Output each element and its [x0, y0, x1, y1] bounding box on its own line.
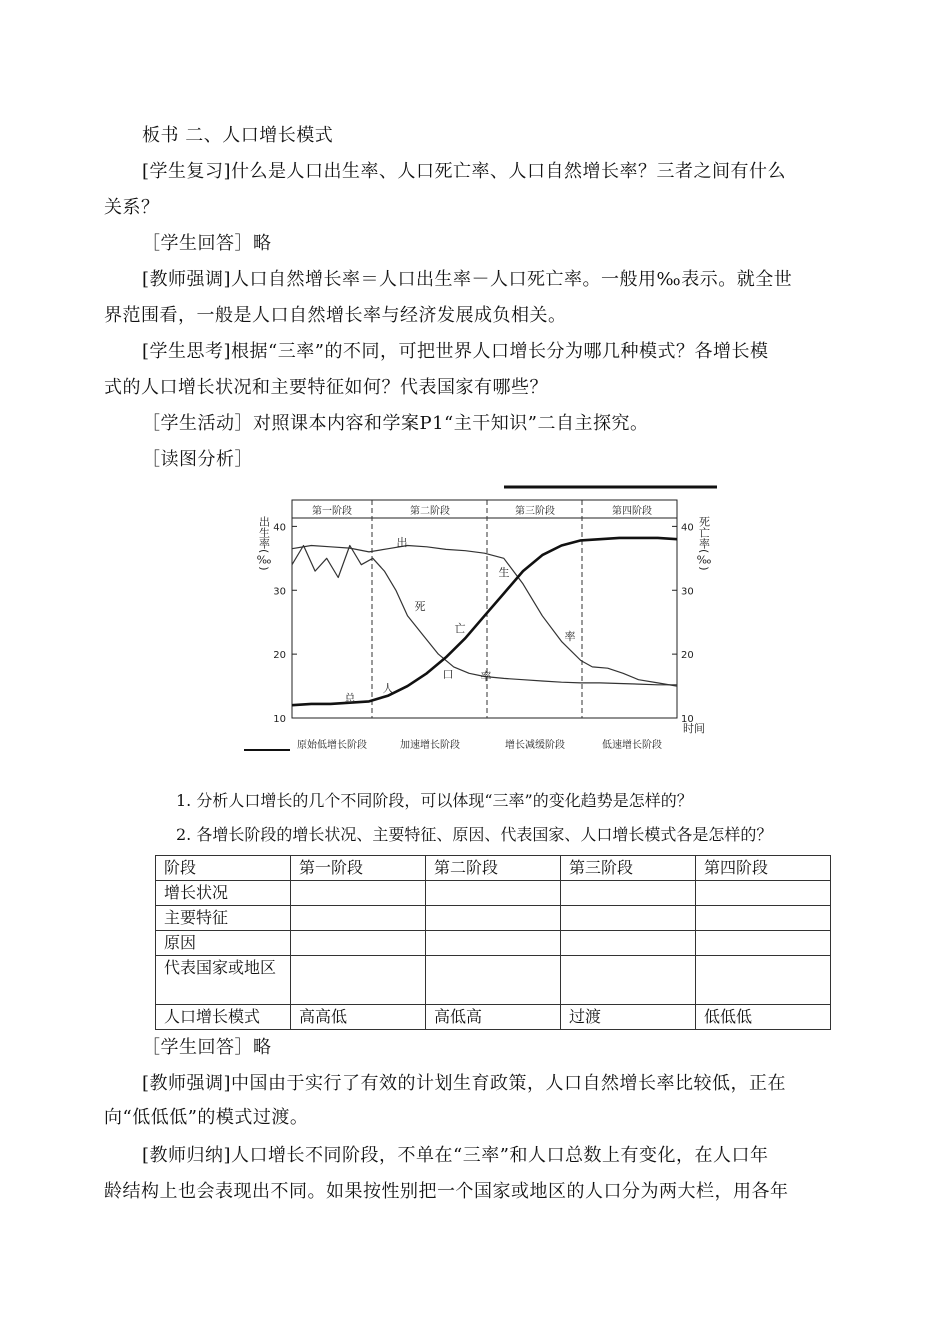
paragraph-line: 式的人口增长状况和主要特征如何？代表国家有哪些？ — [104, 377, 548, 398]
paragraph-line: 向“低低低”的模式过渡。 — [104, 1107, 309, 1128]
y-tick-left: 20 — [273, 650, 286, 662]
stage-label-top: 第三阶段 — [515, 506, 555, 517]
table-cell: 代表国家或地区 — [156, 956, 291, 1005]
y-tick-right: 30 — [681, 586, 694, 598]
table-cell[interactable] — [291, 956, 426, 1005]
paragraph-line: [学生思考]根据“三率”的不同，可把世界人口增长分为哪几种模式？各增长模 — [142, 341, 769, 362]
curve-label-birth: 出 — [396, 536, 408, 549]
table-cell: 主要特征 — [156, 906, 291, 931]
paragraph-line: 关系？ — [104, 197, 160, 218]
y-tick-left: 40 — [273, 522, 286, 534]
population-growth-chart — [242, 480, 722, 758]
table-cell: 阶段 — [156, 856, 291, 881]
table-cell: 第三阶段 — [561, 856, 696, 881]
table-cell[interactable] — [426, 956, 561, 1005]
paragraph-line: 界范围看，一般是人口自然增长率与经济发展成负相关。 — [104, 305, 567, 326]
y-tick-right: 40 — [681, 522, 694, 534]
table-cell[interactable] — [291, 881, 426, 906]
x-axis-title: 时间 — [683, 722, 705, 735]
table-cell[interactable] — [696, 956, 831, 1005]
paragraph-line: [教师强调]人口自然增长率＝人口出生率－人口死亡率。一般用‰表示。就全世 — [142, 269, 793, 290]
table-row — [156, 1005, 831, 1030]
table-cell: 第二阶段 — [426, 856, 561, 881]
stages-table — [155, 855, 831, 1030]
y-tick-left: 30 — [273, 586, 286, 598]
paragraph-line: ［读图分析］ — [142, 449, 253, 470]
table-row — [156, 956, 831, 1005]
table-cell: 第一阶段 — [291, 856, 426, 881]
table-cell[interactable] — [696, 881, 831, 906]
curve-label-birth: 率 — [564, 630, 576, 643]
table-cell: 高低高 — [426, 1005, 561, 1030]
paragraph-line: 龄结构上也会表现出不同。如果按性别把一个国家或地区的人口分为两大栏，用各年 — [104, 1181, 789, 1202]
paragraph-line: [教师强调]中国由于实行了有效的计划生育政策，人口自然增长率比较低，正在 — [142, 1073, 787, 1094]
y-axis-title-right: 死亡率(‰) — [697, 516, 711, 571]
table-row — [156, 881, 831, 906]
stage-label-top: 第二阶段 — [410, 506, 450, 517]
table-cell[interactable] — [426, 906, 561, 931]
question-2: 2. 各增长阶段的增长状况、主要特征、原因、代表国家、人口增长模式各是怎样的？ — [176, 825, 773, 844]
table-cell[interactable] — [561, 956, 696, 1005]
table-cell: 人口增长模式 — [156, 1005, 291, 1030]
y-tick-right: 10 — [681, 714, 694, 725]
stage-label-bottom: 原始低增长阶段 — [297, 740, 367, 751]
paragraph-line: ［学生回答］略 — [142, 1037, 272, 1058]
stage-label-top: 第四阶段 — [612, 506, 652, 517]
table-cell: 增长状况 — [156, 881, 291, 906]
y-tick-left: 10 — [273, 714, 286, 725]
table-cell[interactable] — [426, 881, 561, 906]
table-cell[interactable] — [696, 931, 831, 956]
table-cell: 过渡 — [561, 1005, 696, 1030]
table-cell[interactable] — [696, 906, 831, 931]
curve-label-birth: 生 — [498, 566, 510, 579]
paragraph-line: [学生复习]什么是人口出生率、人口死亡率、人口自然增长率？三者之间有什么 — [142, 161, 787, 182]
stage-label-top: 第一阶段 — [312, 506, 352, 517]
paragraph-line: ［学生回答］略 — [142, 233, 272, 254]
board-heading: 板书 二、人口增长模式 — [142, 125, 334, 146]
table-cell: 低低低 — [696, 1005, 831, 1030]
table-header-row — [156, 856, 831, 881]
table-cell: 高高低 — [291, 1005, 426, 1030]
table-cell: 原因 — [156, 931, 291, 956]
table-row — [156, 906, 831, 931]
table-cell[interactable] — [291, 906, 426, 931]
table-cell[interactable] — [561, 906, 696, 931]
table-cell[interactable] — [426, 931, 561, 956]
table-cell[interactable] — [561, 931, 696, 956]
curve-label-total: 总 — [344, 692, 356, 705]
paragraph-line: [教师归纳]人口增长不同阶段，不单在“三率”和人口总数上有变化，在人口年 — [142, 1145, 769, 1166]
stage-label-bottom: 加速增长阶段 — [400, 740, 460, 751]
table-cell: 第四阶段 — [696, 856, 831, 881]
paragraph-line: ［学生活动］对照课本内容和学案P1“主干知识”二自主探究。 — [142, 413, 649, 434]
table-cell[interactable] — [561, 881, 696, 906]
y-axis-title-left: 出生率(‰) — [257, 516, 271, 571]
curve-label-death: 亡 — [454, 622, 466, 635]
plot-frame — [292, 500, 677, 718]
table-row — [156, 931, 831, 956]
question-1: 1. 分析人口增长的几个不同阶段，可以体现“三率”的变化趋势是怎样的？ — [176, 791, 693, 810]
curve-label-death: 死 — [414, 600, 426, 613]
curve-label-death: 率 — [480, 670, 492, 683]
curve-label-total: 口 — [442, 668, 454, 681]
stage-label-bottom: 增长减缓阶段 — [505, 740, 565, 751]
table-cell[interactable] — [291, 931, 426, 956]
y-tick-right: 20 — [681, 650, 694, 662]
stage-label-bottom: 低速增长阶段 — [602, 740, 662, 751]
curve-label-total: 人 — [382, 682, 394, 695]
